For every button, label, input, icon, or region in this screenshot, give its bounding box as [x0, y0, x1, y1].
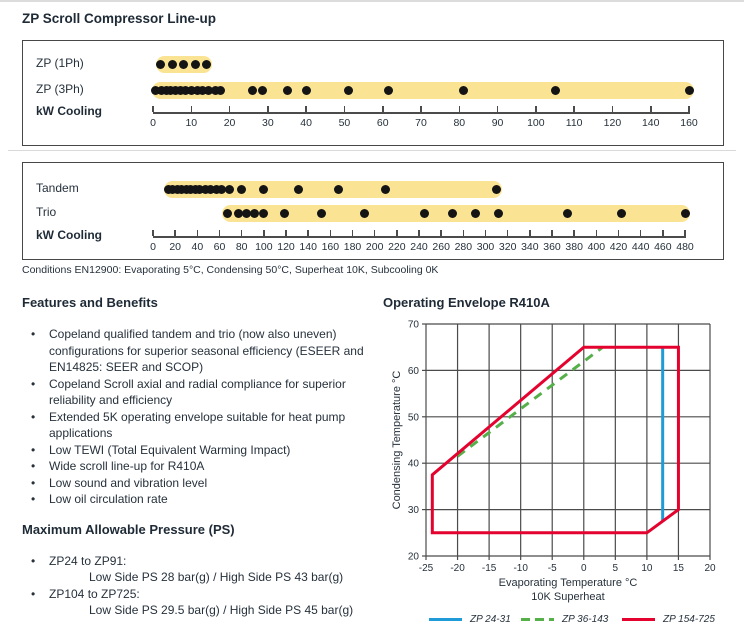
- x-tick-label: 5: [612, 563, 619, 574]
- axis-tick-label: 100: [255, 241, 273, 253]
- data-dot: [471, 209, 480, 218]
- legend-label: ZP 24-31: [470, 613, 511, 625]
- envelope-series-zp-36-143: [458, 347, 603, 456]
- envelope-heading: Operating Envelope R410A: [383, 295, 550, 310]
- feature-item: • Copeland Scroll axial and radial compliance for superior reliability and efficiency: [22, 376, 374, 409]
- pressure-detail: Low Side PS 28 bar(g) / High Side PS 43 bar(g): [89, 570, 344, 584]
- axis-tick: [418, 230, 420, 236]
- operating-envelope-chart: [383, 310, 744, 576]
- axis-tick: [396, 230, 398, 236]
- axis-line: [153, 236, 686, 238]
- y-tick-label: 50: [407, 412, 419, 424]
- axis-tick: [307, 230, 309, 236]
- axis-tick: [382, 106, 384, 112]
- axis-tick-label: 40: [191, 241, 204, 253]
- data-dot: [202, 60, 211, 69]
- data-dot: [459, 86, 468, 95]
- data-dot: [384, 86, 393, 95]
- legend-item-zp154-725: [622, 613, 715, 625]
- data-dot: [259, 185, 268, 194]
- axis-tick: [684, 230, 686, 236]
- data-dot: [216, 86, 225, 95]
- axis-tick: [330, 230, 332, 236]
- axis-tick-label: 120: [277, 241, 295, 253]
- axis-tick-label: 100: [527, 117, 545, 129]
- axis-tick-label: 400: [587, 241, 606, 253]
- x-tick-label: 15: [672, 563, 685, 574]
- feature-item: • Low oil circulation rate: [22, 491, 374, 508]
- axis-tick-label: 320: [498, 241, 517, 253]
- data-dot: [223, 209, 232, 218]
- axis-tick-label: 260: [432, 241, 450, 253]
- data-dot: [551, 86, 560, 95]
- data-dot: [168, 60, 177, 69]
- axis-tick-label: 240: [410, 241, 428, 253]
- envelope-series-zp-154-725: [432, 347, 678, 533]
- axis-tick-label: 20: [223, 117, 236, 129]
- axis-tick: [241, 230, 243, 236]
- data-dot: [302, 86, 311, 95]
- features-heading: Features and Benefits: [22, 295, 158, 310]
- axis-tick-label: 70: [415, 117, 427, 129]
- feature-item: • Extended 5K operating envelope suitable for heat pump applications: [22, 409, 374, 442]
- page-title: ZP Scroll Compressor Line-up: [22, 11, 217, 26]
- feature-item: • Low sound and vibration level: [22, 475, 374, 492]
- axis-tick-label: 140: [641, 117, 660, 129]
- lineup-chart-tandem-trio: [22, 162, 724, 260]
- axis-tick: [573, 230, 575, 236]
- legend-line-swatch: [622, 618, 655, 621]
- data-dot: [317, 209, 326, 218]
- data-dot: [334, 185, 343, 194]
- data-dot: [294, 185, 303, 194]
- axis-tick: [267, 106, 269, 112]
- x-tick-label: -10: [513, 563, 528, 574]
- axis-tick-label: 340: [521, 241, 539, 253]
- axis-tick-label: 360: [543, 241, 561, 253]
- axis-tick: [497, 106, 499, 112]
- feature-item: • Low TEWI (Total Equivalent Warming Impact): [22, 442, 374, 459]
- row-label: Trio: [36, 205, 57, 219]
- axis-tick-label: 50: [338, 117, 351, 129]
- data-dot: [617, 209, 626, 218]
- axis-tick: [174, 230, 176, 236]
- axis-tick: [650, 106, 652, 112]
- data-dot: [248, 86, 257, 95]
- data-dot: [225, 185, 234, 194]
- axis-tick: [285, 230, 287, 236]
- axis-tick: [463, 230, 465, 236]
- features-list: [22, 326, 374, 508]
- axis-tick: [688, 106, 690, 112]
- y-tick-label: 60: [407, 365, 419, 377]
- axis-tick-label: 440: [631, 241, 650, 253]
- pressure-item: [22, 553, 374, 586]
- data-dot: [492, 185, 501, 194]
- axis-tick: [459, 106, 461, 112]
- legend-label: ZP 154-725: [663, 613, 715, 625]
- axis-tick: [420, 106, 422, 112]
- data-dot: [283, 86, 292, 95]
- axis-tick: [229, 106, 231, 112]
- data-dot: [685, 86, 694, 95]
- row-label: ZP (3Ph): [36, 82, 84, 96]
- axis-tick: [535, 106, 537, 112]
- data-dot: [259, 209, 268, 218]
- data-dot: [494, 209, 503, 218]
- feature-item: • Wide scroll line-up for R410A: [22, 458, 374, 475]
- data-dot: [237, 185, 246, 194]
- x-tick-label: 0: [580, 563, 587, 574]
- row-label: ZP (1Ph): [36, 56, 84, 70]
- axis-tick-label: 480: [676, 241, 694, 253]
- axis-tick: [662, 230, 664, 236]
- y-tick-label: 20: [407, 551, 419, 563]
- data-dot: [242, 209, 251, 218]
- row-label: Tandem: [36, 181, 79, 195]
- section-divider: [8, 150, 736, 151]
- legend-dashed-line-swatch: [521, 618, 554, 621]
- axis-tick-label: 80: [453, 117, 466, 129]
- pressure-detail: Low Side PS 29.5 bar(g) / High Side PS 45 bar(g): [89, 603, 354, 617]
- axis-tick-label: 160: [321, 241, 340, 253]
- data-dot: [381, 185, 390, 194]
- axis-tick: [440, 230, 442, 236]
- axis-tick: [152, 230, 154, 236]
- legend-label: ZP 36-143: [562, 613, 609, 625]
- pressure-item: [22, 586, 374, 619]
- axis-tick-label: 180: [343, 241, 362, 253]
- pressure-heading: Maximum Allowable Pressure (PS): [22, 521, 235, 537]
- axis-tick-label: 90: [491, 117, 504, 129]
- axis-tick-label: 140: [299, 241, 317, 253]
- axis-tick: [618, 230, 620, 236]
- axis-tick-label: 120: [603, 117, 622, 129]
- y-tick-label: 40: [407, 458, 419, 470]
- axis-tick: [507, 230, 509, 236]
- lineup-chart-single-compressors: [22, 40, 724, 146]
- axis-tick: [305, 106, 307, 112]
- axis-tick: [612, 106, 614, 112]
- axis-tick: [191, 106, 193, 112]
- data-dot: [420, 209, 429, 218]
- x-tick-label: -15: [481, 563, 497, 574]
- axis-tick: [529, 230, 531, 236]
- conditions-note: Conditions EN12900: Evaporating 5°C, Condensing 50°C, Superheat 10K, Subcooling 0K: [22, 264, 439, 276]
- axis-tick-label: 110: [565, 117, 583, 129]
- legend-item-zp24-31: [429, 613, 511, 625]
- axis-tick-label: 30: [262, 117, 274, 129]
- axis-tick: [263, 230, 265, 236]
- axis-tick-label: 220: [388, 241, 406, 253]
- x-tick-label: 20: [704, 563, 716, 574]
- axis-tick: [219, 230, 221, 236]
- left-column: [22, 295, 374, 619]
- data-dot: [179, 60, 188, 69]
- axis-line: [153, 112, 690, 114]
- axis-tick-label: 420: [609, 241, 628, 253]
- axis-tick-label: 160: [680, 117, 698, 129]
- x-tick-label: 10: [641, 563, 653, 574]
- axis-tick-label: 20: [169, 241, 181, 253]
- axis-tick-label: 380: [565, 241, 583, 253]
- axis-tick-label: 60: [376, 117, 389, 129]
- x-tick-label: -20: [450, 563, 465, 574]
- axis-tick: [573, 106, 575, 112]
- data-dot: [681, 209, 690, 218]
- data-dot: [191, 60, 200, 69]
- axis-tick: [152, 106, 154, 112]
- axis-tick: [197, 230, 199, 236]
- envelope-x-axis-sublabel: 10K Superheat: [531, 591, 605, 603]
- envelope-y-axis-label: Condensing Temperature °C: [391, 370, 403, 510]
- axis-tick-label: 60: [213, 241, 226, 253]
- axis-tick-label: 10: [185, 117, 198, 129]
- data-dot: [448, 209, 457, 218]
- feature-item: • Copeland qualified tandem and trio (now also uneven) configurations for superior seasonal efficiency (ESEER and EN14825: SEER and SCOP): [22, 326, 374, 376]
- axis-tick: [344, 106, 346, 112]
- x-tick-label: -25: [418, 563, 434, 574]
- axis-tick-label: 300: [476, 241, 495, 253]
- axis-tick: [596, 230, 598, 236]
- axis-tick-label: 200: [365, 241, 384, 253]
- data-dot: [250, 209, 259, 218]
- axis-tick: [485, 230, 487, 236]
- data-dot: [563, 209, 572, 218]
- axis-tick-label: 460: [654, 241, 672, 253]
- axis-tick-label: 0: [150, 241, 156, 253]
- top-divider: [0, 0, 744, 2]
- data-dot: [258, 86, 267, 95]
- axis-tick: [352, 230, 354, 236]
- data-dot: [360, 209, 369, 218]
- legend-line-swatch: [429, 618, 462, 621]
- data-dot: [156, 60, 165, 69]
- axis-title: kW Cooling: [36, 104, 102, 118]
- axis-tick: [551, 230, 553, 236]
- axis-title: kW Cooling: [36, 228, 102, 242]
- axis-tick-label: 280: [454, 241, 473, 253]
- envelope-x-axis-label: Evaporating Temperature °C: [498, 577, 638, 589]
- highlight-band: [152, 82, 694, 99]
- axis-tick-label: 40: [300, 117, 312, 129]
- data-dot: [344, 86, 353, 95]
- y-tick-label: 70: [407, 319, 419, 331]
- y-tick-label: 30: [407, 505, 419, 517]
- axis-tick: [640, 230, 642, 236]
- axis-tick-label: 80: [235, 241, 248, 253]
- pressure-range: ZP104 to ZP725:: [49, 586, 140, 601]
- legend-item-zp36-143: [521, 613, 608, 625]
- axis-tick-label: 0: [150, 117, 156, 129]
- x-tick-label: -5: [547, 563, 557, 574]
- pressure-list: [22, 553, 374, 619]
- axis-tick: [374, 230, 376, 236]
- data-dot: [280, 209, 289, 218]
- pressure-range: ZP24 to ZP91:: [49, 553, 127, 568]
